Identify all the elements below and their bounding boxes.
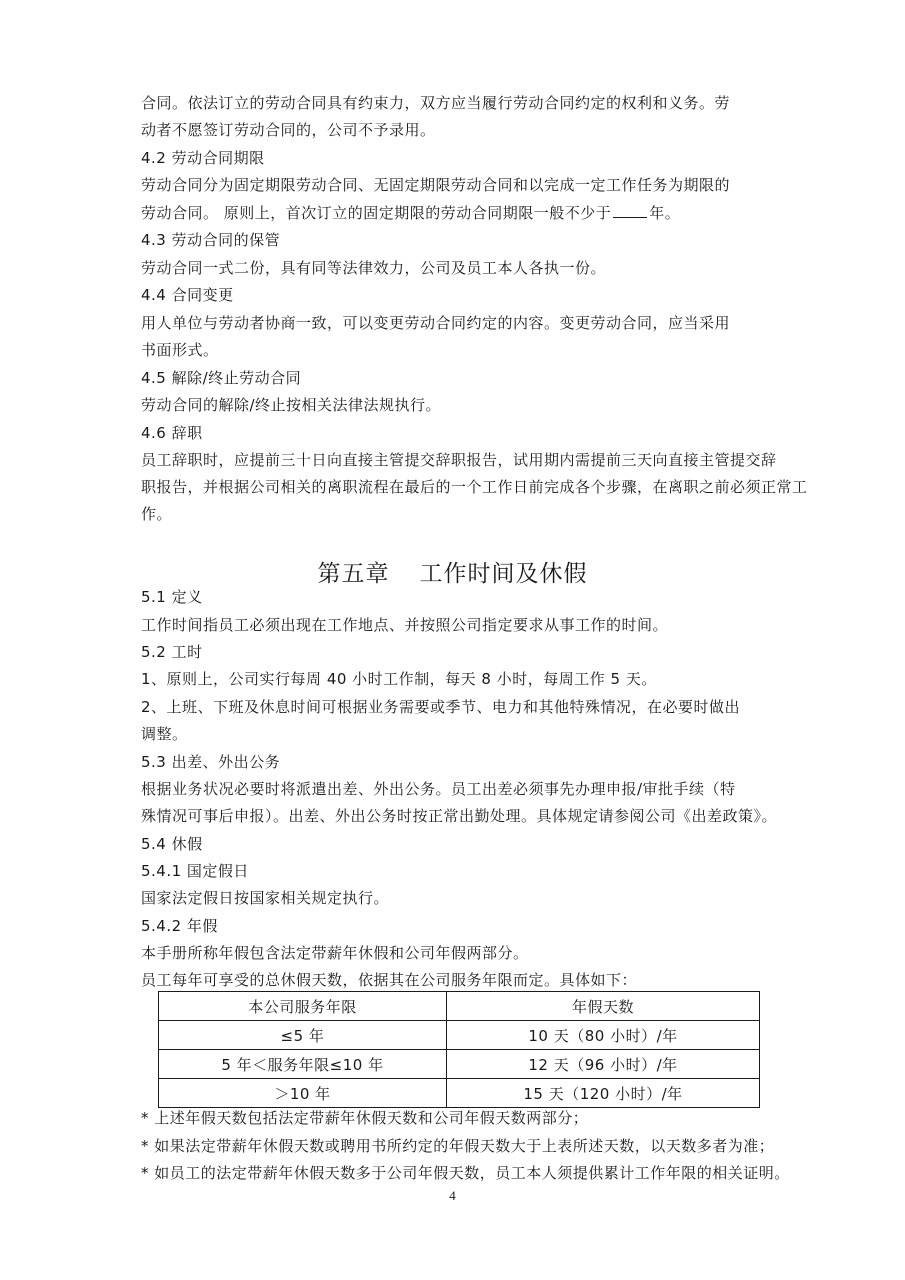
footnote: * 如果法定带薪年休假天数或聘用书所约定的年假天数大于上表所述天数，以天数多者为准； (141, 1137, 775, 1155)
paragraph-line: 作。 (141, 505, 173, 523)
section-heading-4-5: 4.5 解除/终止劳动合同 (141, 369, 302, 387)
paragraph-text: 劳动合同。 原则上，首次订立的固定期限的劳动合同期限一般不少于 (141, 204, 612, 222)
paragraph-line: 动者不愿签订劳动合同的，公司不予录用。 (141, 121, 436, 139)
table-row (159, 1079, 760, 1108)
paragraph-line: 本手册所称年假包含法定带薪年休假和公司年假两部分。 (141, 944, 529, 962)
paragraph-line: 书面形式。 (141, 341, 219, 359)
table-cell: 12 天（96 小时）/年 (447, 1050, 760, 1079)
table-header-cell: 年假天数 (447, 992, 760, 1021)
section-heading-5-4: 5.4 休假 (141, 835, 203, 853)
table-cell: ＞10 年 (159, 1079, 447, 1108)
paragraph-line: 根据业务状况必要时将派遣出差、外出公务。员工出差必须事先办理申报/审批手续（特 (141, 780, 736, 798)
table-row (159, 1050, 760, 1079)
section-heading-4-2: 4.2 劳动合同期限 (141, 149, 265, 167)
section-heading-5-2: 5.2 工时 (141, 643, 203, 661)
fill-in-blank (613, 203, 647, 218)
paragraph-line: 员工辞职时，应提前三十日向直接主管提交辞职报告，试用期内需提前三天向直接主管提交辞 (141, 451, 777, 469)
paragraph-line: 工作时间指员工必须出现在工作地点、并按照公司指定要求从事工作的时间。 (141, 616, 669, 634)
annual-leave-table (158, 991, 760, 1108)
list-item: 2、上班、下班及休息时间可根据业务需要或季节、电力和其他特殊情况，在必要时做出 (141, 698, 741, 716)
paragraph-text: 年。 (649, 204, 681, 222)
table-header-row (159, 992, 760, 1021)
section-heading-5-4-1: 5.4.1 国定假日 (141, 862, 249, 880)
paragraph-line: 合同。依法订立的劳动合同具有约束力，双方应当履行劳动合同约定的权利和义务。劳 (141, 94, 731, 112)
table-row (159, 1021, 760, 1050)
page-number: 4 (449, 1188, 456, 1203)
table-cell: 5 年＜服务年限≤10 年 (159, 1050, 447, 1079)
chapter-number: 第五章 (317, 561, 390, 587)
paragraph-line: 员工每年可享受的总休假天数，依据其在公司服务年限而定。具体如下： (141, 971, 638, 989)
paragraph-line: 劳动合同的解除/终止按相关法律法规执行。 (141, 396, 442, 414)
paragraph-line: 劳动合同一式二份，具有同等法律效力，公司及员工本人各执一份。 (141, 259, 607, 277)
section-heading-4-6: 4.6 辞职 (141, 424, 203, 442)
footnote: * 如员工的法定带薪年休假天数多于公司年假天数，员工本人须提供累计工作年限的相关证明。 (141, 1164, 790, 1182)
section-heading-5-4-2: 5.4.2 年假 (141, 917, 218, 935)
paragraph-line: 国家法定假日按国家相关规定执行。 (141, 889, 390, 907)
list-item: 1、原则上，公司实行每周 40 小时工作制，每天 8 小时，每周工作 5 天。 (141, 670, 657, 688)
section-heading-4-3: 4.3 劳动合同的保管 (141, 231, 281, 249)
paragraph-line: 用人单位与劳动者协商一致，可以变更劳动合同约定的内容。变更劳动合同，应当采用 (141, 314, 731, 332)
table-cell: 15 天（120 小时）/年 (447, 1079, 760, 1108)
section-heading-5-3: 5.3 出差、外出公务 (141, 753, 281, 771)
table-cell: ≤5 年 (159, 1021, 447, 1050)
paragraph-line: 劳动合同分为固定期限劳动合同、无固定期限劳动合同和以完成一定工作任务为期限的 (141, 176, 731, 194)
footnote: * 上述年假天数包括法定带薪年休假天数和公司年假天数两部分； (141, 1109, 589, 1127)
chapter-name: 工作时间及休假 (419, 561, 588, 587)
section-heading-5-1: 5.1 定义 (141, 588, 203, 606)
paragraph-line: 殊情况可事后申报）。出差、外出公务时按正常出勤处理。具体规定请参阅公司《出差政策》。 (141, 807, 778, 825)
paragraph-line (141, 203, 680, 223)
table-header-cell: 本公司服务年限 (159, 992, 447, 1021)
section-heading-4-4: 4.4 合同变更 (141, 286, 234, 304)
table-cell: 10 天（80 小时）/年 (447, 1021, 760, 1050)
paragraph-line: 职报告，并根据公司相关的离职流程在最后的一个工作日前完成各个步骤，在离职之前必须正常工 (141, 478, 808, 496)
chapter-title (0, 555, 905, 588)
list-item-continuation: 调整。 (141, 725, 188, 743)
